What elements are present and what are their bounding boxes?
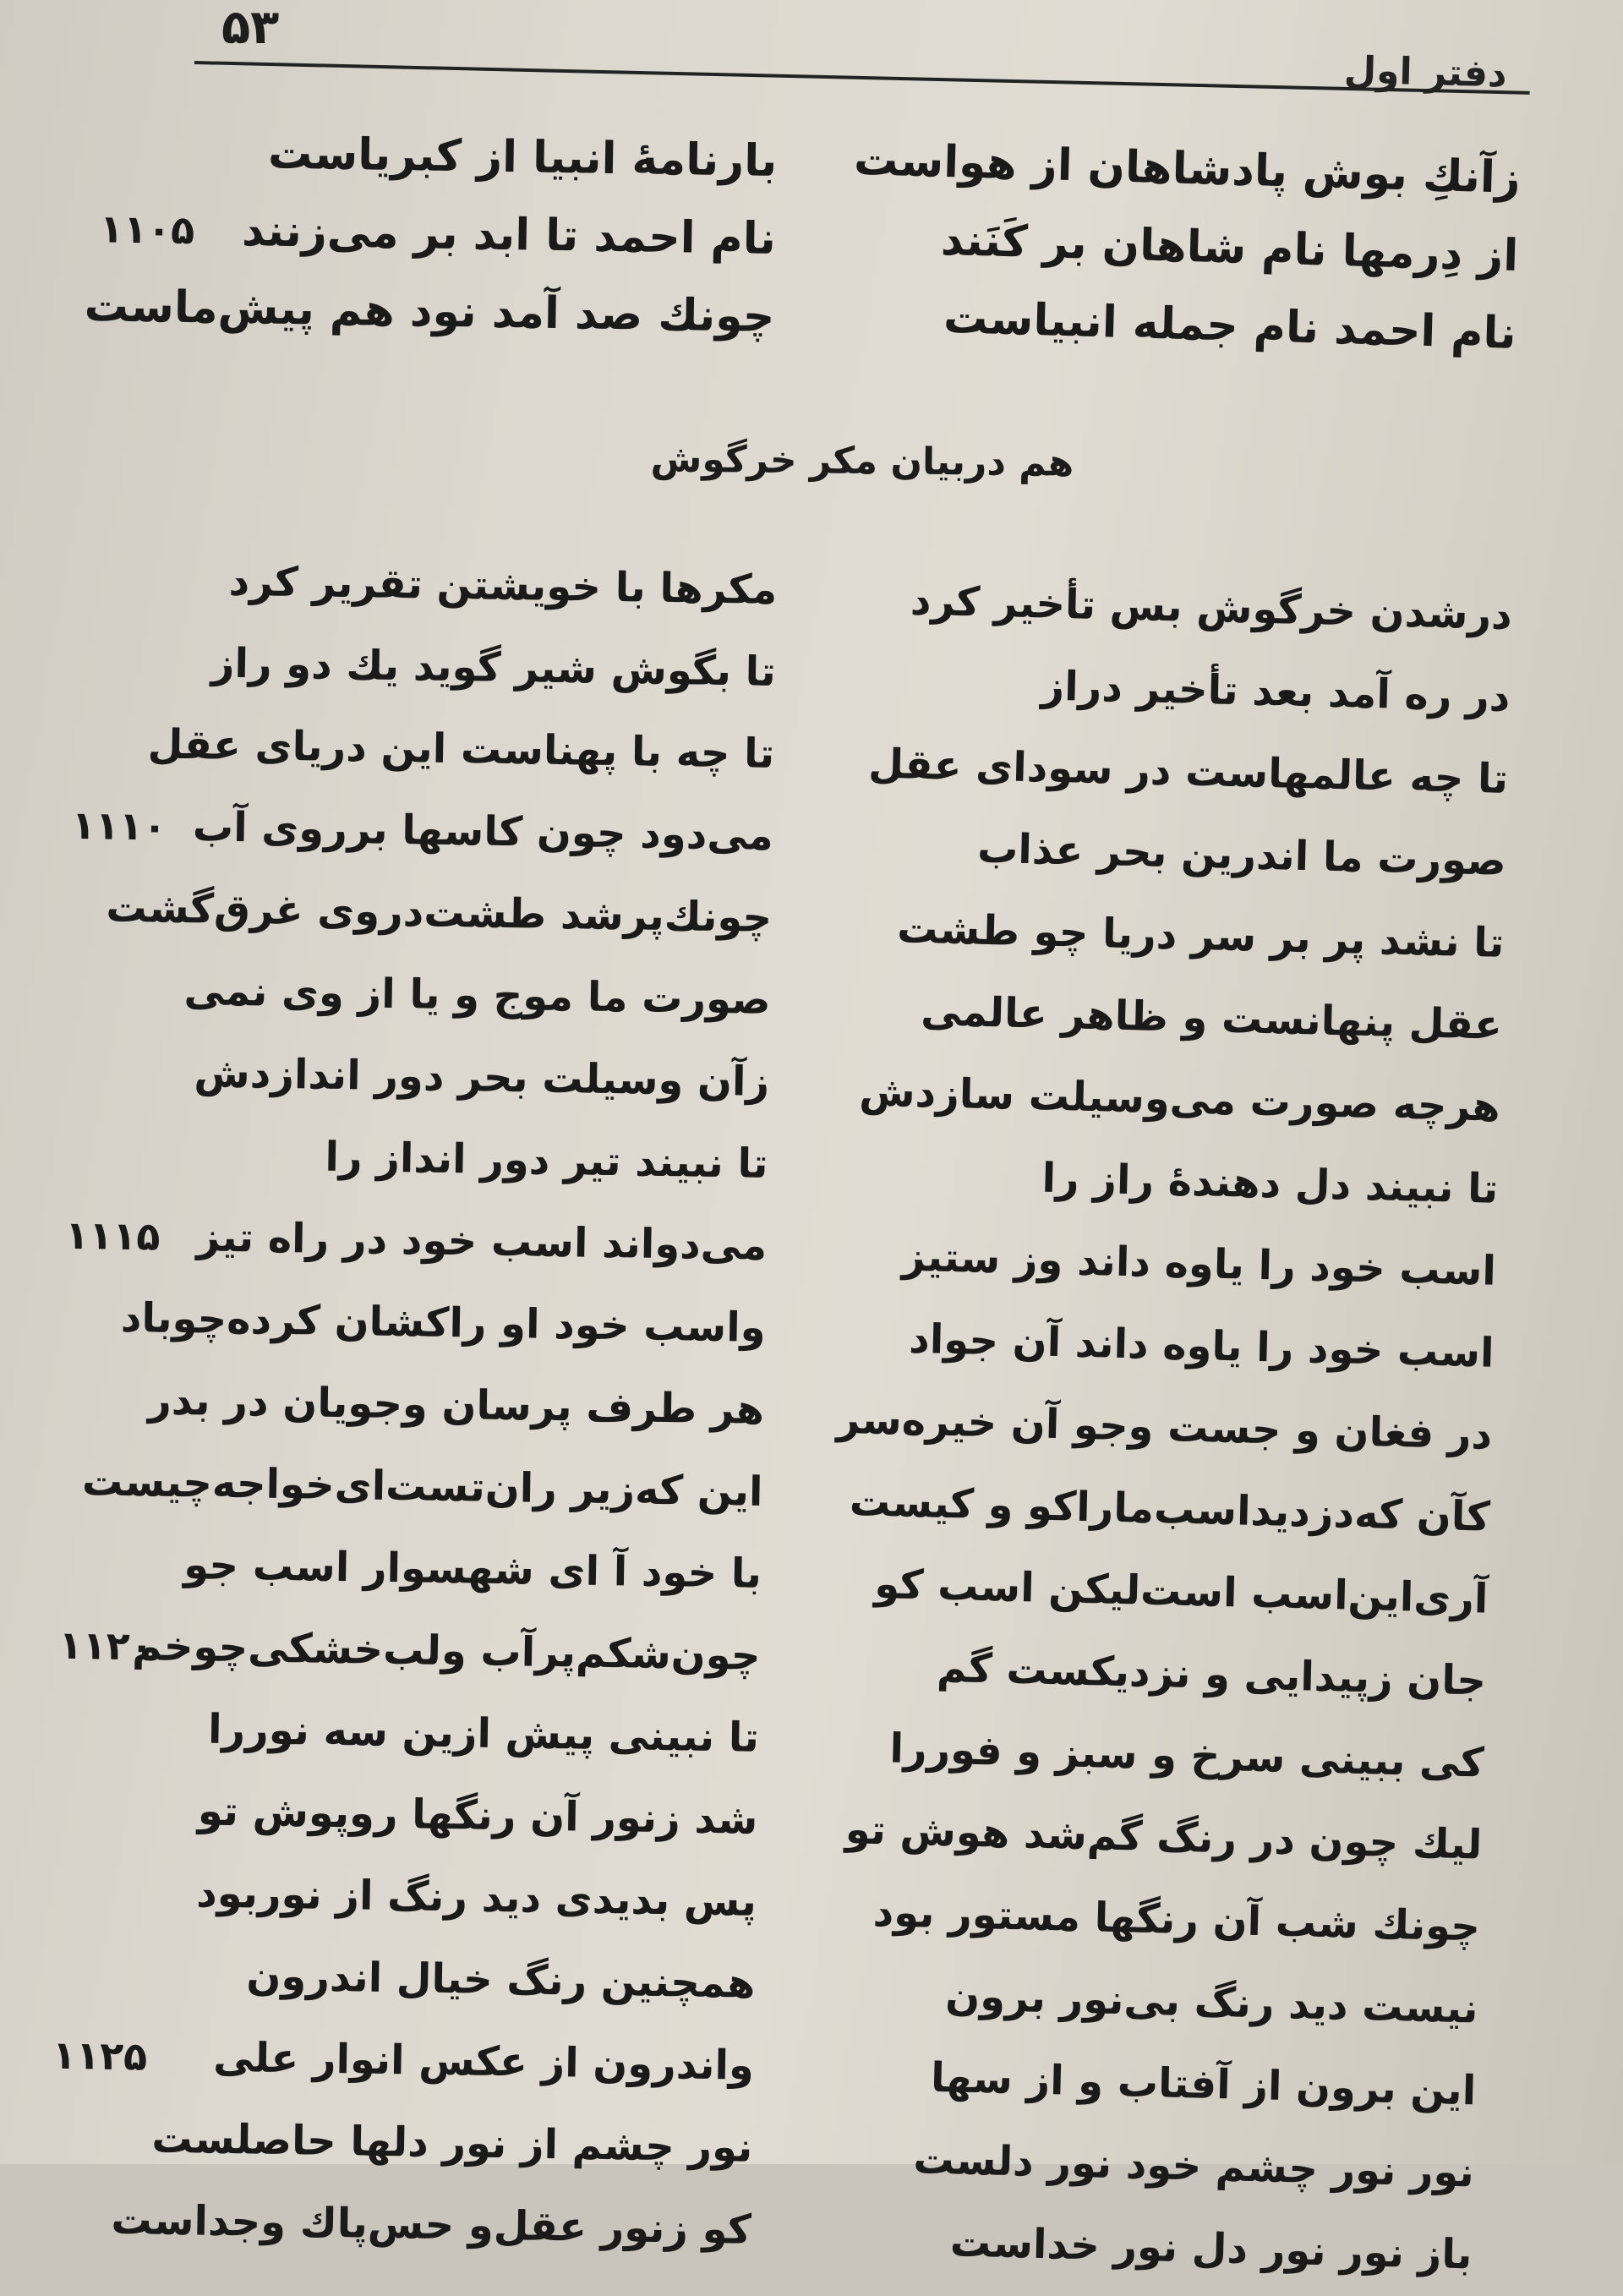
verse-line bbox=[51, 2096, 753, 2189]
verse-line: نور نور چشم خود نور دلست bbox=[912, 2135, 1475, 2197]
verse-line: تا چه عالمهاست در سودای عقل bbox=[867, 740, 1509, 803]
verse-text: تا چه با پهناست این دریای عقل bbox=[147, 720, 775, 778]
verse-text: تا نبینی پیش ازین سه نوررا bbox=[207, 1705, 760, 1762]
verse-line: تا نشد پر بر سر دریا چو طشت bbox=[896, 905, 1506, 967]
verse-line: هرچه صورت می‌وسیلت سازدش bbox=[858, 1068, 1501, 1131]
verse-line: نیست دید رنگ بی‌نور برون bbox=[944, 1972, 1479, 2033]
verse-text: مکرها با خویشتن تقریر کرد bbox=[228, 557, 778, 614]
verse-text: این که‌زیر ران‌تست‌ای‌خواجه‌چیست bbox=[81, 1457, 763, 1516]
verse-line bbox=[75, 538, 778, 631]
verse-text: نور چشم از نور دلها حاصلست bbox=[151, 2114, 753, 2172]
verse-line: تا نبیند دل دهندهٔ راز را bbox=[1041, 1154, 1499, 1213]
verse-line: جان زپیدایی و نزدیکست گم bbox=[936, 1643, 1487, 1705]
verse-line: این برون از آفتاب و از سها bbox=[930, 2053, 1477, 2115]
verse-line bbox=[99, 189, 776, 278]
verse-line: زآنكِ بوش پادشاهان از هواست bbox=[853, 134, 1522, 204]
verse-number: ۱۱۲۵ bbox=[52, 2031, 148, 2080]
verse-line bbox=[71, 784, 773, 877]
verse-line: لیك چون در رنگ گم‌شد هوش تو bbox=[844, 1806, 1483, 1869]
running-header: دفتر اول bbox=[1343, 48, 1508, 96]
verse-line bbox=[59, 1522, 762, 1615]
verse-line bbox=[84, 267, 775, 356]
verse-line: کی ببینی سرخ و سبز و فوررا bbox=[888, 1725, 1485, 1787]
verse-line bbox=[58, 1604, 761, 1697]
verse-line bbox=[54, 1850, 757, 1943]
verse-line: عقل پنهانست و ظاهر عالمی bbox=[920, 987, 1503, 1049]
verse-text: پس بدیدی دید رنگ از نوربود bbox=[195, 1869, 757, 1926]
verse-text: صورت ما موج و یا از وی نمی bbox=[183, 967, 772, 1024]
verse-text: واندرون از عکس انوار علی bbox=[212, 2033, 755, 2090]
verse-line bbox=[49, 2178, 751, 2271]
left-column-hemistichs bbox=[49, 538, 778, 2271]
verse-text: همچنین رنگ خیال اندرون bbox=[246, 1952, 756, 2008]
verse-line: آری‌این‌اسب است‌لیکن اسب کو bbox=[873, 1560, 1489, 1623]
verse-text: چونك صد آمد نود هم پیش‌ماست bbox=[84, 281, 775, 342]
verse-line bbox=[67, 1030, 769, 1123]
verse-text: می‌دود چون کاسها برروی آب bbox=[192, 803, 774, 860]
header-rule bbox=[194, 61, 1530, 95]
verse-line: نام احمد نام جمله انبیاست bbox=[943, 292, 1517, 359]
verse-line: کآن که‌دزدیداسب‌ماراکو و کیست bbox=[849, 1478, 1491, 1541]
verse-line: از دِرمها نام شاهان بر کَنَند bbox=[940, 214, 1519, 282]
right-column-hemistichs bbox=[836, 560, 1513, 2296]
verse-line bbox=[53, 1932, 756, 2025]
verse-line bbox=[74, 620, 776, 713]
verse-number: ۱۱۱۵ bbox=[64, 1211, 161, 1260]
verse-text: تا بگوش شیر گوید یك دو راز bbox=[210, 639, 777, 696]
section-title: هم دربیان مکر خرگوش bbox=[650, 437, 1074, 485]
verse-text: هر طرف پرسان وجویان در بدر bbox=[147, 1376, 765, 1434]
verse-line bbox=[61, 1440, 763, 1533]
verse-line bbox=[64, 1194, 767, 1287]
verse-line bbox=[68, 948, 771, 1041]
verse-text: کو زنور عقل‌و حس‌پاك وجداست bbox=[111, 2195, 752, 2254]
verse-line bbox=[52, 2014, 754, 2107]
top-left-hemistichs bbox=[84, 112, 778, 356]
verse-line bbox=[69, 866, 772, 959]
verse-text: واسب خود او راکشان کرده‌چوباد bbox=[120, 1293, 766, 1352]
verse-line bbox=[66, 1112, 768, 1205]
verse-number: ۱۱۱۰ bbox=[71, 801, 167, 850]
verse-text: با خود آ ای شهسوار اسب جو bbox=[183, 1541, 762, 1598]
verse-line bbox=[57, 1686, 759, 1779]
verse-text: می‌دواند اسب خود در راه تیز bbox=[196, 1213, 768, 1270]
verse-line: اسب خود را یاوه داند آن جواد bbox=[908, 1315, 1495, 1377]
top-right-hemistichs bbox=[853, 123, 1522, 373]
verse-line: درشدن خرگوش بس تأخیر کرد bbox=[910, 577, 1513, 639]
verse-line bbox=[101, 112, 778, 200]
verse-line: در ره آمد بعد تأخیر دراز bbox=[1040, 662, 1511, 721]
verse-text: چون‌شکم‌پرآب ولب‌خشکی‌چوخم bbox=[131, 1622, 761, 1680]
verse-text: زآن وسیلت بحر دور اندازدش bbox=[194, 1049, 770, 1106]
verse-text: نام احمد تا ابد بر می‌زنند bbox=[241, 205, 777, 265]
verse-text: چونك‌پرشد طشت‌دروی غرق‌گشت bbox=[106, 883, 773, 942]
verse-line: صورت ما اندرین بحر عذاب bbox=[976, 824, 1507, 885]
verse-line: اسب خود را یاوه داند وز ستیز bbox=[901, 1233, 1497, 1295]
page-number: ۵۳ bbox=[221, 0, 280, 55]
verse-line: در فغان و جست وجو آن خیره‌سر bbox=[836, 1395, 1493, 1459]
verse-text: شد زنور آن رنگها روپوش تو bbox=[197, 1787, 758, 1844]
verse-line bbox=[73, 702, 775, 795]
verse-line bbox=[62, 1358, 764, 1451]
verse-line: چونك شب آن رنگها مستور بود bbox=[872, 1888, 1481, 1951]
verse-line bbox=[56, 1768, 758, 1861]
verse-number: ۱۱۲۰ bbox=[58, 1621, 155, 1670]
verse-text: تا نبیند تیر دور انداز را bbox=[325, 1133, 769, 1188]
verse-text: بارنامهٔ انبیا از کبریاست bbox=[267, 128, 778, 187]
verse-line: باز نور نور دل نور خداست bbox=[949, 2218, 1473, 2279]
verse-line bbox=[63, 1276, 766, 1369]
verse-number: ۱۱۰۵ bbox=[99, 205, 195, 254]
